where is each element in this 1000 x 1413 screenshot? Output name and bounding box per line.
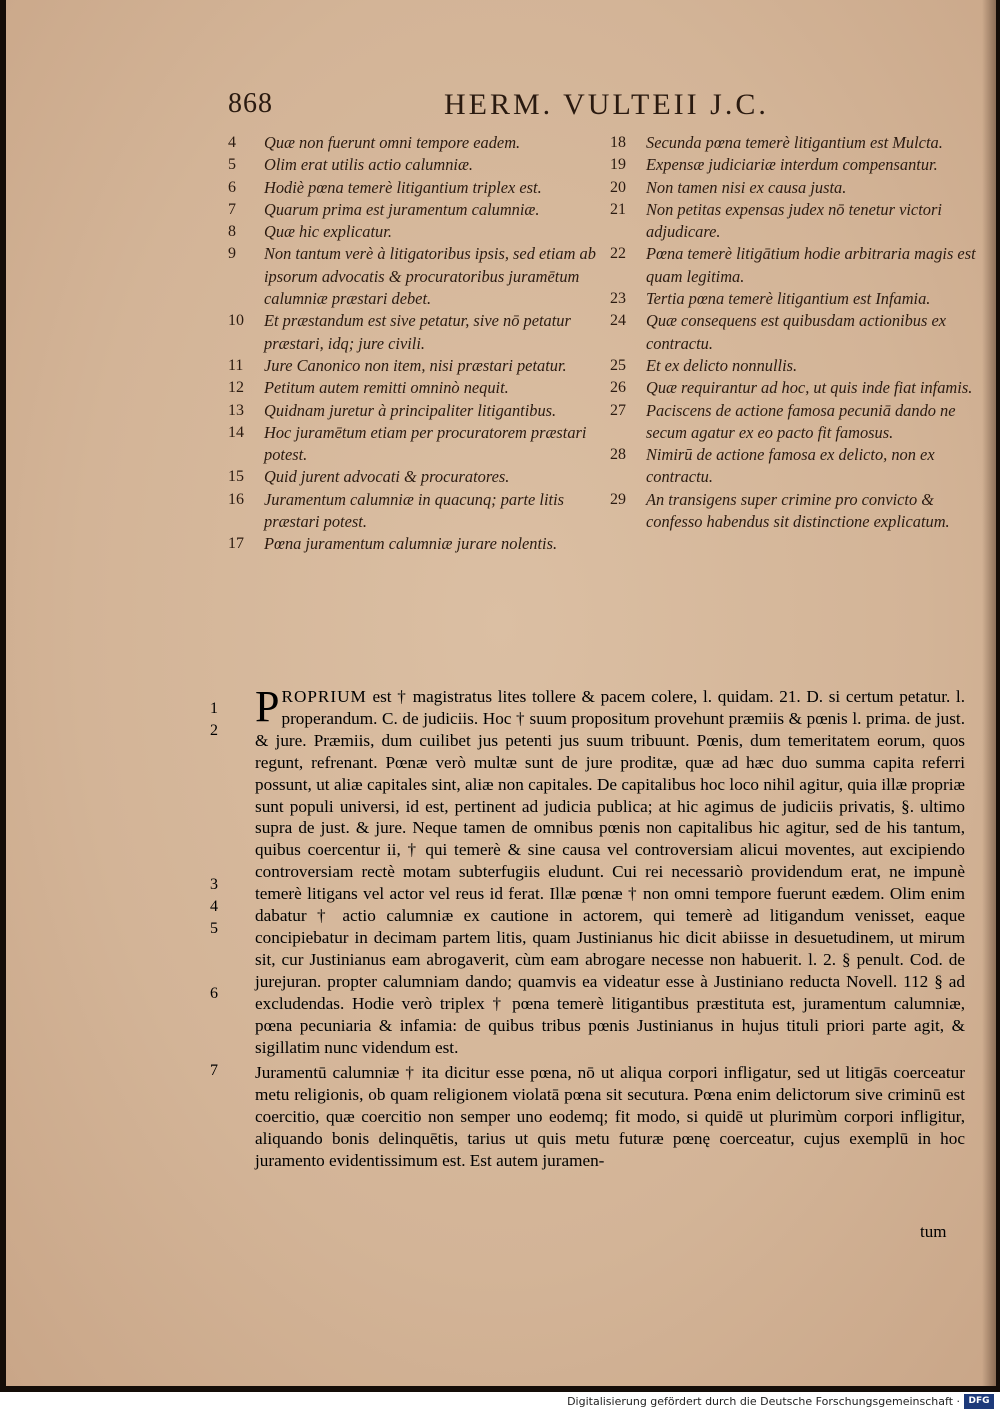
- summary-entry-number: 21: [610, 200, 626, 218]
- summary-entry-number: 6: [228, 178, 236, 196]
- margin-number: 6: [210, 985, 218, 1002]
- summary-entry-text: Jure Canonico non item, nisi præstari petatur.: [264, 355, 567, 375]
- summary-entry-number: 14: [228, 423, 244, 441]
- summary-entry: [224, 533, 604, 555]
- summary-entry-number: 18: [610, 134, 626, 151]
- summary-entry-text: Tertia pœna temerè litigantium est Infamia.: [646, 289, 931, 309]
- summary-entry: [224, 221, 604, 243]
- summary-entry-number: 28: [610, 446, 626, 464]
- summary-entry-text: Paciscens de actione famosa pecuniā dando ne secum agatur ex eo pacto fit famosus.: [646, 400, 956, 442]
- summary-entry-text: Et præstandum est sive petatur, sive nō petatur præstari, idq; jure civili.: [264, 311, 571, 353]
- summary-entry-number: 7: [228, 200, 236, 218]
- summary-entry-text: Non tamen nisi ex causa justa.: [646, 177, 847, 197]
- summary-entry-number: 24: [610, 312, 626, 330]
- margin-number: 7: [210, 1062, 218, 1079]
- summary-entry-text: Et ex delicto nonnullis.: [646, 355, 798, 375]
- summary-entry: [606, 243, 976, 288]
- summary-entry-number: 25: [610, 356, 626, 374]
- summary-entry-number: 9: [228, 245, 236, 263]
- main-body-text: [255, 682, 965, 1172]
- summary-entry-text: Quid jurent advocati & procuratores.: [264, 467, 510, 487]
- summary-entry-number: 26: [610, 379, 626, 397]
- margin-number: 1: [210, 700, 218, 717]
- margin-number: 2: [210, 722, 218, 739]
- summary-entry-text: Juramentum calumniæ in quacunq; parte litis præstari potest.: [264, 489, 565, 532]
- summary-entry-text: Quæ hic explicatur.: [264, 222, 392, 242]
- footer-bar: [0, 1392, 1000, 1413]
- summary-entry-text: Petitum autem remitti omninò nequit.: [264, 378, 509, 398]
- summary-entry: [606, 154, 976, 176]
- summary-entry: [224, 243, 604, 310]
- summary-entry-text: Hodiè pœna temerè litigantium triplex est.: [264, 177, 542, 197]
- summary-entry-text: Olim erat utilis actio calumniæ.: [264, 155, 473, 175]
- summary-entry: [606, 377, 976, 399]
- summary-entry: [224, 377, 604, 399]
- page-header: [224, 88, 984, 128]
- summary-entry-number: 4: [228, 134, 236, 151]
- summary-entry: [606, 310, 976, 355]
- summary-entry: [224, 489, 604, 534]
- summary-entry-text: Pœna juramentum calumniæ jurare nolentis.: [264, 534, 558, 554]
- summary-entry-text: Quæ requirantur ad hoc, ut quis inde fiat infamis.: [646, 378, 973, 398]
- summary-entry: [606, 355, 976, 377]
- summary-entry-number: 22: [610, 245, 626, 263]
- opening-word: ROPRIUM: [281, 687, 367, 706]
- summary-entry-number: 15: [228, 468, 244, 486]
- paragraph-2: [255, 1062, 965, 1172]
- summary-entry: [606, 444, 976, 489]
- summary-entry: [606, 489, 976, 534]
- summary-entry-text: Quæ consequens est quibusdam actionibus ex contractu.: [646, 311, 947, 353]
- summary-entry: [606, 132, 976, 154]
- summary-entry: [606, 400, 976, 445]
- summary-entry-number: 13: [228, 401, 244, 419]
- page-gutter-shadow: [982, 0, 996, 1386]
- summary-entry-text: Quarum prima est juramentum calumniæ.: [264, 199, 540, 219]
- summary-entry-text: Nimirū de actione famosa ex delicto, non ex contractu.: [646, 445, 935, 487]
- summary-entry-text: Non tantum verè à litigatoribus ipsis, sed etiam ab ipsorum advocatis & procuratoribus juramētum calumniæ præstari debet.: [264, 244, 596, 309]
- paragraph-2-text: Juramentū calumniæ † ita dicitur esse pœna, nō ut aliqua corpori infligatur, sed ut litigās coerceatur metu religionis, ob quam religionem violatā pœna sit secutura. Pœna enim delictorum sive criminū est coercitio, quæ coercitio non semper uno eodemq; fit modo, si quidē ut plurimùm corpori infligitur, aliquando bonis delinquētis, tarius ut quis metu futuræ pœnę coerceatur, cujus exemplū in hoc juramento evidentissimum est. Est autem juramen-: [255, 1063, 965, 1171]
- summary-entry-number: 16: [228, 490, 244, 508]
- summary-entry-number: 10: [228, 312, 244, 330]
- summary-entry: [224, 177, 604, 199]
- summary-entry: [224, 355, 604, 377]
- summary-entry: [606, 177, 976, 199]
- summary-entry: [224, 154, 604, 176]
- summary-entry: [606, 288, 976, 310]
- digitization-credit: Digitalisierung gefördert durch die Deutsche Forschungsgemeinschaft ·: [567, 1395, 960, 1408]
- margin-number: 5: [210, 920, 218, 937]
- summary-entry: [224, 400, 604, 422]
- summary-column-left: [224, 132, 604, 556]
- dfg-logo: DFG: [964, 1394, 994, 1409]
- summary-entry-number: 27: [610, 401, 626, 419]
- summary-entry-number: 19: [610, 156, 626, 174]
- catchword: tum: [920, 1222, 947, 1241]
- running-title: HERM. VULTEII J.C.: [444, 88, 769, 121]
- paragraph-1: [255, 682, 965, 1058]
- summary-entry-text: Pœna temerè litigātium hodie arbitraria magis est quam legitima.: [646, 244, 976, 286]
- summary-entry-number: 23: [610, 290, 626, 308]
- summary-entry-text: Quidnam juretur à principaliter litigantibus.: [264, 400, 557, 420]
- summary-column-right: [606, 132, 976, 533]
- summary-entry-number: 11: [228, 356, 244, 374]
- summary-entry: [224, 310, 604, 355]
- summary-entry-number: 20: [610, 178, 626, 196]
- summary-entry: [606, 199, 976, 244]
- summary-entry-text: Expensæ judiciariæ interdum compensantur.: [646, 155, 938, 175]
- summary-entry-number: 17: [228, 535, 244, 553]
- summary-entry: [224, 466, 604, 488]
- margin-number: 4: [210, 898, 218, 915]
- summary-entry: [224, 132, 604, 154]
- summary-entry-text: Quæ non fuerunt omni tempore eadem.: [264, 133, 521, 152]
- summary-entry-number: 5: [228, 156, 236, 174]
- margin-number: 3: [210, 876, 218, 893]
- summary-entry-number: 29: [610, 490, 626, 508]
- summary-entry-number: 8: [228, 223, 236, 241]
- summary-entry: [224, 422, 604, 467]
- paragraph-1-text: est † magistratus lites tollere & pacem colere, l. quidam. 21. D. si certum petatur. l. properandum. C. de judiciis. Hoc † suum propositum provehunt præmiis & pœnis l. prima. de just. & jure. Præmiis, dum cuilibet jus petenti jus suum tribuunt. Pœnis, dum temeritatem eorum, quos regunt, refrenant. Pœnæ verò multæ sunt de jure proditæ, quæ ad hæc duo summa capita referri possunt, ut aliæ capitales sint, aliæ non capitales. De capitalibus hoc loco nihil agitur, quia illæ propriæ sunt populi universi, id est, pertinent ad judicia publica; at hic agimus de judiciis privatis, §. ultimo supra de just. & jure. Neque tamen de omnibus pœnis non capitalibus hic agitur, sed de his tantum, quibus coercentur ii, † qui temerè & sine causa vel controversiam alicui moventes, aut excipiendo controversiam rectè motam subterfugiis eludunt. Cui rei necessariò providendum erat, ne impunè temerè litigans vel actor vel reus id ferat. Illæ pœnæ † non omni tempore fuerunt eædem. Olim enim dabatur † actio calumniæ ex cautione in actorem, qui temerè ad litigandum venisset, eaque concipiebatur in decimam partem litis, quam Justinianus hic dicit abiisse in desuetudinem, ut mirum sit, cur Justinianus eam abrogaverit, cùm eam abrogare necesse non habuerit. l. 2. § penult. Cod. de jurejuran. propter calumniam dando; quamvis ea videatur esse à Justiniano reducta Novell. 112 § ad excludendas. Hodie verò triplex † pœna temerè litigantibus præstituta est, juramentum calumniæ, pœna pecuniaria & infamia: de quibus tribus pœnis Justinianus in hujus tituli priori parte agit, & sigillatim nunc videndum est.: [255, 687, 965, 1057]
- drop-capital: P: [255, 682, 280, 731]
- summary-entry-text: An transigens super crimine pro convicto & confesso habendus sit distinctione explicatum.: [646, 489, 950, 532]
- summary-entry-text: Secunda pœna temerè litigantium est Mulcta.: [646, 133, 943, 152]
- page-number: 868: [228, 88, 273, 119]
- summary-entry-text: Non petitas expensas judex nō tenetur victori adjudicare.: [646, 199, 942, 242]
- summary-entry-number: 12: [228, 379, 244, 397]
- summary-entry: [224, 199, 604, 221]
- summary-entry-text: Hoc juramētum etiam per procuratorem præstari potest.: [264, 422, 587, 465]
